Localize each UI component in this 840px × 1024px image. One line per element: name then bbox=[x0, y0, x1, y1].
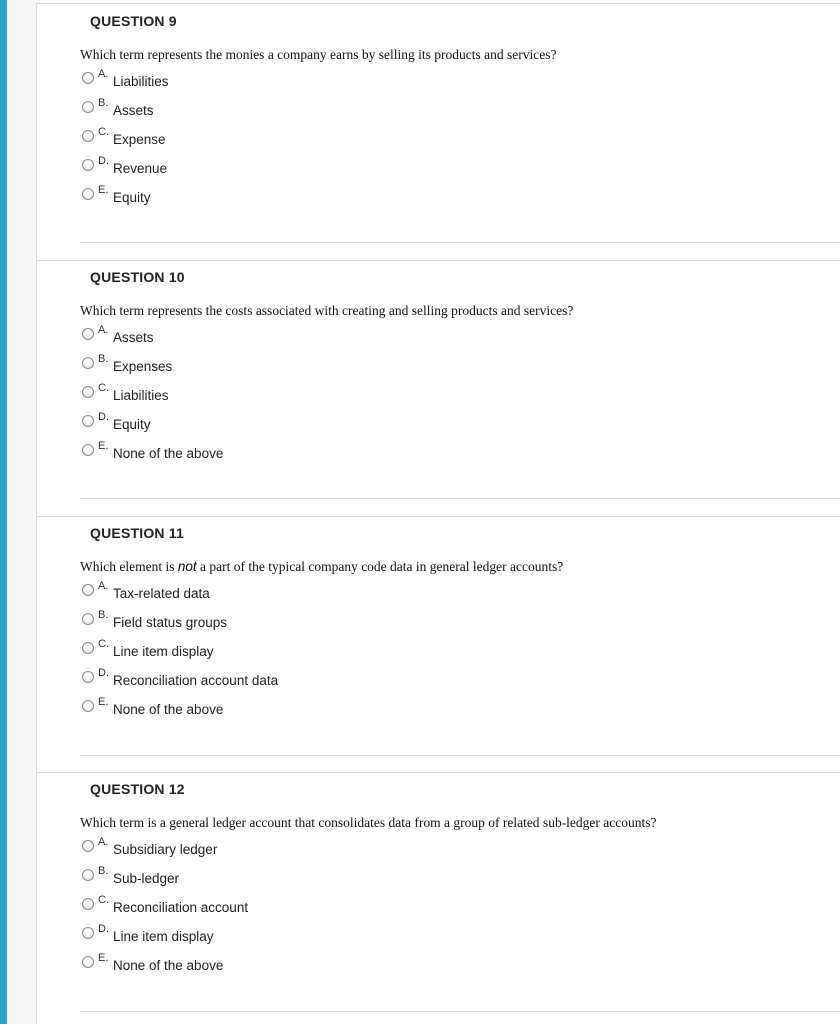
option-a[interactable] bbox=[82, 326, 482, 346]
question-text-emphasis: not bbox=[177, 559, 197, 574]
option-d[interactable] bbox=[82, 925, 482, 945]
question-text-part: Which term is a general ledger account that consolidates data from a group of related sub-ledger accounts? bbox=[80, 815, 657, 830]
option-c[interactable] bbox=[82, 896, 482, 916]
option-e[interactable] bbox=[82, 954, 482, 974]
option-a[interactable] bbox=[82, 582, 482, 602]
option-letter: B. bbox=[98, 609, 109, 621]
option-label: Subsidiary ledger bbox=[113, 842, 218, 857]
option-label: Liabilities bbox=[113, 74, 169, 89]
option-c[interactable] bbox=[82, 384, 482, 404]
option-d[interactable] bbox=[82, 157, 482, 177]
option-letter: E. bbox=[98, 440, 109, 452]
option-c[interactable] bbox=[82, 128, 482, 148]
question-text-part: Which term represents the monies a company earns by selling its products and services? bbox=[80, 47, 557, 62]
question-header: QUESTION 10 bbox=[90, 269, 185, 285]
option-label: None of the above bbox=[113, 702, 224, 717]
option-letter: C. bbox=[98, 382, 109, 394]
option-letter: B. bbox=[98, 865, 109, 877]
option-a[interactable] bbox=[82, 70, 482, 90]
radio-button[interactable] bbox=[82, 642, 94, 654]
option-letter: D. bbox=[98, 667, 109, 679]
section-divider bbox=[36, 516, 840, 517]
option-label: Assets bbox=[113, 103, 154, 118]
option-a[interactable] bbox=[82, 838, 482, 858]
question-divider bbox=[80, 755, 840, 756]
radio-button[interactable] bbox=[82, 444, 94, 456]
radio-button[interactable] bbox=[82, 415, 94, 427]
question-text bbox=[80, 559, 563, 575]
option-letter: B. bbox=[98, 97, 109, 109]
option-label: Expenses bbox=[113, 359, 173, 374]
option-letter: E. bbox=[98, 696, 109, 708]
option-label: Line item display bbox=[113, 644, 214, 659]
option-letter: C. bbox=[98, 638, 109, 650]
question-header: QUESTION 11 bbox=[90, 525, 185, 541]
radio-button[interactable] bbox=[82, 101, 94, 113]
radio-button[interactable] bbox=[82, 159, 94, 171]
question-text-part: Which term represents the costs associated with creating and selling products and services? bbox=[80, 303, 574, 318]
option-b[interactable] bbox=[82, 867, 482, 887]
option-letter: C. bbox=[98, 894, 109, 906]
option-letter: D. bbox=[98, 155, 109, 167]
question-text-part: a part of the typical company code data in general ledger accounts? bbox=[196, 559, 564, 574]
radio-button[interactable] bbox=[82, 898, 94, 910]
question-divider bbox=[80, 242, 840, 243]
option-label: Expense bbox=[113, 132, 166, 147]
section-divider bbox=[36, 772, 840, 773]
radio-button[interactable] bbox=[82, 927, 94, 939]
option-label: Tax-related data bbox=[113, 586, 210, 601]
radio-button[interactable] bbox=[82, 869, 94, 881]
option-b[interactable] bbox=[82, 355, 482, 375]
section-divider bbox=[36, 260, 840, 261]
left-accent-rail bbox=[0, 0, 7, 1024]
option-e[interactable] bbox=[82, 698, 482, 718]
radio-button[interactable] bbox=[82, 72, 94, 84]
option-letter: A. bbox=[98, 836, 109, 848]
content-left-border bbox=[36, 0, 37, 1024]
radio-button[interactable] bbox=[82, 188, 94, 200]
option-letter: D. bbox=[98, 411, 109, 423]
question-text-part: Which element is bbox=[80, 559, 178, 574]
option-e[interactable] bbox=[82, 442, 482, 462]
option-c[interactable] bbox=[82, 640, 482, 660]
radio-button[interactable] bbox=[82, 328, 94, 340]
left-gutter bbox=[7, 0, 36, 1024]
option-label: Reconciliation account data bbox=[113, 673, 279, 688]
top-frame-edge bbox=[36, 0, 840, 4]
radio-button[interactable] bbox=[82, 956, 94, 968]
option-label: Liabilities bbox=[113, 388, 169, 403]
option-label: Reconciliation account bbox=[113, 900, 249, 915]
question-header: QUESTION 9 bbox=[90, 13, 177, 29]
option-letter: A. bbox=[98, 580, 109, 592]
radio-button[interactable] bbox=[82, 386, 94, 398]
option-label: Equity bbox=[113, 190, 151, 205]
option-letter: D. bbox=[98, 923, 109, 935]
question-header: QUESTION 12 bbox=[90, 781, 185, 797]
option-letter: B. bbox=[98, 353, 109, 365]
option-label: Equity bbox=[113, 417, 151, 432]
option-label: None of the above bbox=[113, 446, 224, 461]
question-text bbox=[80, 47, 556, 63]
question-divider bbox=[80, 498, 840, 499]
option-e[interactable] bbox=[82, 186, 482, 206]
option-label: None of the above bbox=[113, 958, 224, 973]
option-label: Field status groups bbox=[113, 615, 228, 630]
radio-button[interactable] bbox=[82, 584, 94, 596]
radio-button[interactable] bbox=[82, 700, 94, 712]
option-d[interactable] bbox=[82, 669, 482, 689]
option-letter: A. bbox=[98, 68, 109, 80]
option-label: Assets bbox=[113, 330, 154, 345]
option-label: Line item display bbox=[113, 929, 214, 944]
option-letter: E. bbox=[98, 952, 109, 964]
radio-button[interactable] bbox=[82, 671, 94, 683]
radio-button[interactable] bbox=[82, 130, 94, 142]
option-letter: C. bbox=[98, 126, 109, 138]
option-d[interactable] bbox=[82, 413, 482, 433]
radio-button[interactable] bbox=[82, 613, 94, 625]
option-label: Sub-ledger bbox=[113, 871, 180, 886]
question-divider bbox=[80, 1011, 840, 1012]
radio-button[interactable] bbox=[82, 840, 94, 852]
option-b[interactable] bbox=[82, 611, 482, 631]
option-b[interactable] bbox=[82, 99, 482, 119]
option-letter: A. bbox=[98, 324, 109, 336]
question-text bbox=[80, 303, 573, 319]
option-letter: E. bbox=[98, 184, 109, 196]
radio-button[interactable] bbox=[82, 357, 94, 369]
option-label: Revenue bbox=[113, 161, 168, 176]
question-text bbox=[80, 815, 657, 831]
